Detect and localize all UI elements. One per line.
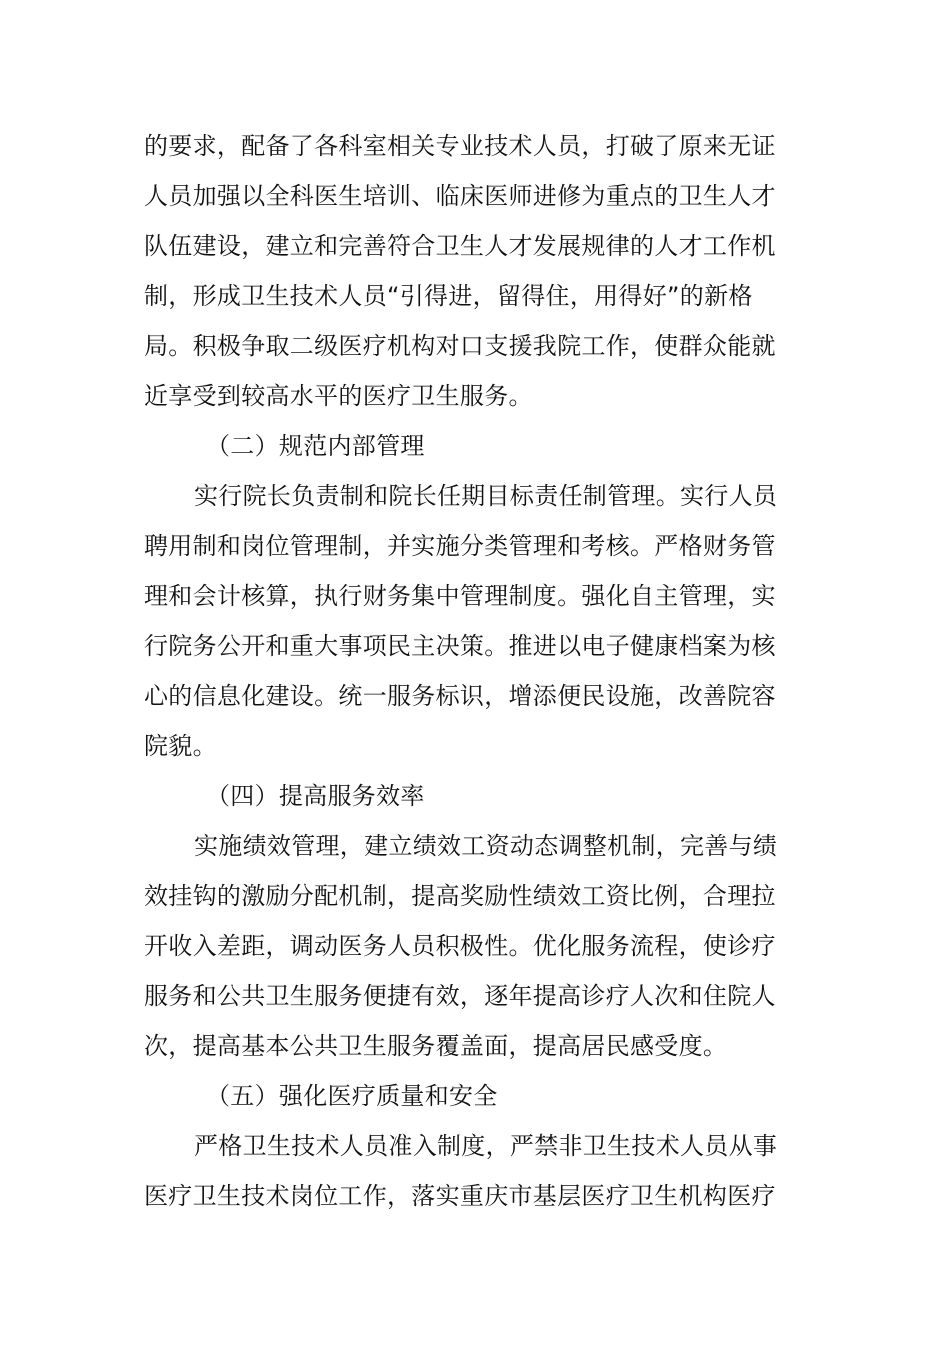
paragraph-line: 院貌。 [144,732,217,760]
paragraph-line: 理和会计核算，执行财务集中管理制度。强化自主管理，实 [144,582,776,610]
paragraph-line: 行院务公开和重大事项民主决策。推进以电子健康档案为核 [144,632,776,660]
paragraph-line: 严格卫生技术人员准入制度，严禁非卫生技术人员从事 [194,1132,778,1160]
paragraph-line: 实施绩效管理，建立绩效工资动态调整机制，完善与绩 [194,832,778,860]
paragraph-line: 近享受到较高水平的医疗卫生服务。 [144,382,533,410]
paragraph-line: 聘用制和岗位管理制，并实施分类管理和考核。严格财务管 [144,532,776,560]
paragraph-line: 制，形成卫生技术人员“引得进，留得住，用得好”的新格 [144,282,753,310]
paragraph-line: 次，提高基本公共卫生服务覆盖面，提高居民感受度。 [144,1032,728,1060]
paragraph-service-efficiency [144,821,778,1071]
paragraph-line: 效挂钩的激励分配机制，提高奖励性绩效工资比例，合理拉 [144,882,776,910]
paragraph-line: 医疗卫生技术岗位工作，落实重庆市基层医疗卫生机构医疗 [144,1182,776,1210]
paragraph-line: 队伍建设，建立和完善符合卫生人才发展规律的人才工作机 [144,232,776,260]
paragraph-line: 开收入差距，调动医务人员积极性。优化服务流程，使诊疗 [144,932,776,960]
paragraph-quality-safety [144,1121,778,1221]
paragraph-line: 人员加强以全科医生培训、临床医师进修为重点的卫生人才 [144,182,776,210]
paragraph-line: 局。积极争取二级医疗机构对口支援我院工作，使群众能就 [144,332,776,360]
section-heading-quality-safety: （五）强化医疗质量和安全 [206,1082,498,1110]
paragraph-staffing [144,121,776,421]
paragraph-line: 的要求，配备了各科室相关专业技术人员，打破了原来无证 [144,132,776,160]
section-heading-service-efficiency: （四）提高服务效率 [206,782,425,810]
section-heading-internal-management: （二）规范内部管理 [206,432,425,460]
paragraph-internal-management [144,471,778,771]
paragraph-line: 心的信息化建设。统一服务标识，增添便民设施，改善院容 [144,682,776,710]
paragraph-line: 实行院长负责制和院长任期目标责任制管理。实行人员 [194,482,778,510]
paragraph-line: 服务和公共卫生服务便捷有效，逐年提高诊疗人次和住院人 [144,982,776,1010]
document-body [144,121,778,1221]
